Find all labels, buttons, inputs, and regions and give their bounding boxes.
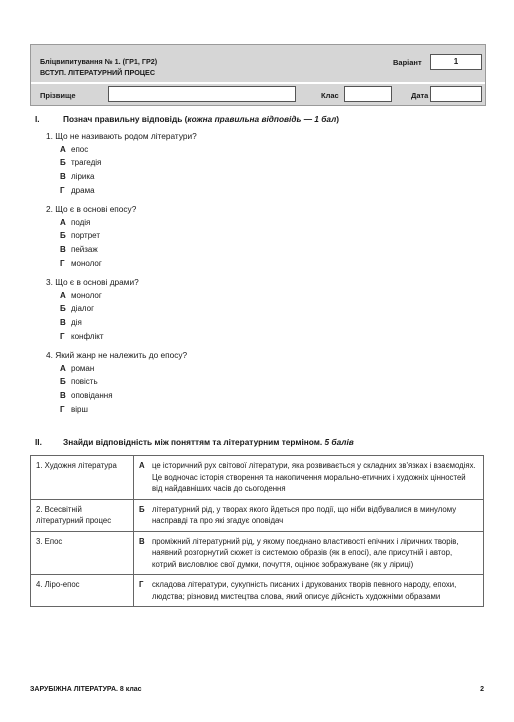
definition-letter: В <box>134 531 148 575</box>
definition-cell: літературний рід, у творах якого йдеться про події, що ніби відбувалися в минулому насправді та про які згадує оповідач <box>147 499 484 531</box>
variant-label: Варіант <box>393 58 422 67</box>
option-letter: Г <box>60 332 65 341</box>
question-2: 2. Що є в основі епосу? <box>46 204 137 214</box>
q4-option-a[interactable] <box>60 364 94 373</box>
part2-number: II. <box>35 437 42 447</box>
option-letter: В <box>60 391 66 400</box>
question-1: 1. Що не називають родом літератури? <box>46 131 197 141</box>
surname-field[interactable] <box>108 86 296 102</box>
q4-option-c[interactable] <box>60 391 113 400</box>
part1-number: I. <box>35 114 40 124</box>
q1-option-c[interactable] <box>60 172 95 181</box>
definition-cell: складова літератури, сукупність писаних і друкованих творів певного народу, епохи, людства; різновид мистецтва слова, який описує дійсність художніми образами <box>147 575 484 607</box>
part1-title-italic: кожна правильна відповідь — 1 бал <box>187 114 337 124</box>
option-text: подія <box>71 218 91 227</box>
option-text: роман <box>71 364 95 373</box>
q2-option-d[interactable] <box>60 259 102 268</box>
definition-cell: проміжний літературний рід, у якому поєднано властивості епічних і ліричних творів, наявний розгорнутий сюжет із системою образів (як в епосі), але присутній і автор, котрий висловлює свої думки, почуття, оцінює зображуване (як у ліриці) <box>147 531 484 575</box>
option-letter: Б <box>60 231 66 240</box>
option-text: конфлікт <box>71 332 104 341</box>
footer-subject: ЗАРУБІЖНА ЛІТЕРАТУРА. 8 клас <box>30 686 142 693</box>
test-title-line1: Бліцвипитування № 1. (ГР1, ГР2) <box>40 57 158 66</box>
date-label: Дата <box>411 91 429 100</box>
option-letter: В <box>60 318 66 327</box>
q3-option-b[interactable] <box>60 304 94 313</box>
table-row <box>31 575 484 607</box>
class-label: Клас <box>321 91 339 100</box>
option-letter: В <box>60 172 66 181</box>
option-letter: А <box>60 291 66 300</box>
part2-title <box>63 437 354 447</box>
table-row <box>31 456 484 500</box>
q3-option-c[interactable] <box>60 318 82 327</box>
option-letter: Б <box>60 158 66 167</box>
option-text: дія <box>71 318 82 327</box>
part1-title <box>63 114 339 124</box>
option-text: монолог <box>71 259 102 268</box>
option-letter: Б <box>60 377 66 386</box>
header-title-row <box>31 45 485 82</box>
term-cell: 4. Ліро-епос <box>31 575 134 607</box>
page-number: 2 <box>480 686 484 693</box>
option-text: трагедія <box>71 158 102 167</box>
option-letter: Г <box>60 186 65 195</box>
option-letter: В <box>60 245 66 254</box>
q1-option-d[interactable] <box>60 186 95 195</box>
option-text: повість <box>71 377 98 386</box>
part2-title-plain: Знайди відповідність між поняттям та літературним терміном. <box>63 437 323 447</box>
matching-table <box>30 455 484 607</box>
option-text: портрет <box>71 231 101 240</box>
term-cell: 1. Художня література <box>31 456 134 500</box>
definition-letter: Г <box>134 575 148 607</box>
q4-option-b[interactable] <box>60 377 98 386</box>
option-text: оповідання <box>71 391 113 400</box>
option-letter: А <box>60 364 66 373</box>
question-4: 4. Який жанр не належить до епосу? <box>46 350 188 360</box>
definition-letter: А <box>134 456 148 500</box>
q3-option-a[interactable] <box>60 291 102 300</box>
q2-option-a[interactable] <box>60 218 90 227</box>
variant-field[interactable]: 1 <box>430 54 482 70</box>
q2-option-b[interactable] <box>60 231 100 240</box>
q2-option-c[interactable] <box>60 245 98 254</box>
q1-option-b[interactable] <box>60 158 101 167</box>
option-letter: А <box>60 145 66 154</box>
date-field[interactable] <box>430 86 482 102</box>
option-text: драма <box>71 186 95 195</box>
part1-title-plain: Познач правильну відповідь ( <box>63 114 188 124</box>
option-text: лірика <box>71 172 95 181</box>
option-text: епос <box>71 145 89 154</box>
option-letter: Г <box>60 405 65 414</box>
q4-option-d[interactable] <box>60 405 88 414</box>
question-3: 3. Що є в основі драми? <box>46 277 139 287</box>
term-cell: 3. Епос <box>31 531 134 575</box>
class-field[interactable] <box>344 86 392 102</box>
definition-cell: це історичний рух світової літератури, яка розвивається у складних зв'язках і взаємодіях. Це водночас історія створення та накопичення морально-етичних і художніх цінностей від найдавніших часів до сьогодення <box>147 456 484 500</box>
table-row <box>31 531 484 575</box>
header-student-row <box>31 84 485 105</box>
test-title-line2: ВСТУП. ЛІТЕРАТУРНИЙ ПРОЦЕС <box>40 68 156 77</box>
option-letter: Г <box>60 259 65 268</box>
part1-title-close: ) <box>336 114 340 124</box>
term-cell: 2. Всесвітній літературний процес <box>31 499 134 531</box>
q1-option-a[interactable] <box>60 145 88 154</box>
option-letter: А <box>60 218 66 227</box>
definition-letter: Б <box>134 499 148 531</box>
option-letter: Б <box>60 304 66 313</box>
option-text: пейзаж <box>71 245 98 254</box>
option-text: вірш <box>71 405 88 414</box>
surname-label: Прізвище <box>40 91 76 100</box>
test-header <box>30 44 486 106</box>
table-row <box>31 499 484 531</box>
option-text: монолог <box>71 291 102 300</box>
q3-option-d[interactable] <box>60 332 104 341</box>
option-text: діалог <box>71 304 95 313</box>
part2-title-italic: 5 балів <box>324 437 354 447</box>
test-title <box>40 56 157 78</box>
